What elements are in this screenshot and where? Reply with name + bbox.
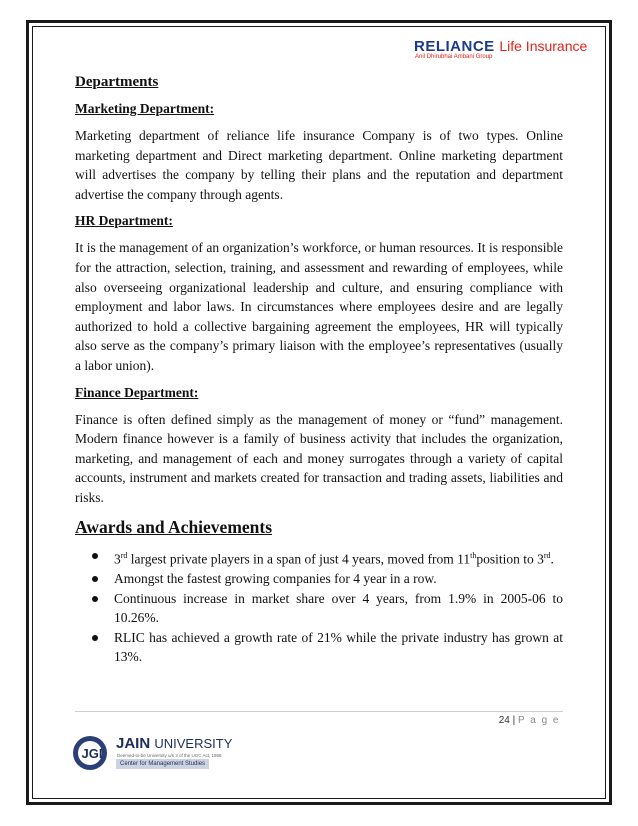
jain-university-logo — [70, 733, 250, 773]
bullet-icon — [92, 635, 98, 641]
section-title-departments: Departments — [75, 74, 159, 90]
reliance-logo — [414, 38, 588, 70]
page-content — [75, 74, 563, 667]
reliance-logo-group: Anil Dhirubhai Ambani Group — [415, 54, 493, 60]
jain-logo-university: UNIVERSITY — [154, 736, 233, 751]
jgi-logo-icon — [70, 733, 114, 773]
reliance-logo-product: Life Insurance — [499, 38, 588, 54]
paragraph-hr: It is the management of an organization’s workforce, or human resources. It is responsible for the attraction, selection, training, and assessment and rewarding of employees, while also overseeing organizational leadership and culture, and ensuring compliance with employment and labor laws. In circumstances where employees desire and are legally authorized to hold a collective bargaining agreement the employees, HR will typically also serve as the company’s primary liaison with the employee’s representatives (usually a labor union). — [75, 240, 563, 373]
list-item: Continuous increase in market share over 4 years, from 1.9% in 2005-06 to 10.26%. — [75, 589, 563, 627]
bullet-icon — [92, 596, 98, 602]
bullet-icon — [92, 576, 98, 582]
paragraph-finance: Finance is often defined simply as the management of money or “fund” management. Modern finance however is a family of business activity that includes the organization, marketing, and management of each and money surrogates through a variety of capital accounts, instrument and markets created for transaction and trading assets, liabilities and risks. — [75, 411, 563, 505]
list-item: 3rd largest private players in a span of just 4 years, moved from 11thposition to 3rd. — [75, 546, 563, 569]
jain-logo-tagline: Deemed-to-be University u/s 3 of the UGC Act, 1956 — [117, 753, 222, 758]
page-number: 24 | P a g e — [498, 715, 560, 726]
footer-divider — [75, 711, 563, 712]
jain-logo-center: Center for Management Studies — [116, 759, 209, 769]
reliance-logo-brand: RELIANCE — [414, 38, 495, 55]
subheading-finance: Finance Department: — [75, 384, 199, 400]
list-item: RLIC has achieved a growth rate of 21% while the private industry has grown at 13%. — [75, 628, 563, 666]
subheading-marketing: Marketing Department: — [75, 101, 215, 116]
section-title-awards: Awards and Achievements — [75, 516, 273, 537]
list-item: Amongst the fastest growing companies for 4 year in a row. — [75, 569, 563, 588]
bullet-icon — [92, 553, 98, 559]
awards-list — [75, 546, 563, 667]
paragraph-marketing: Marketing department of reliance life insurance Company is of two types. Online marketing department and Direct marketing department. Online marketing department will advertises the company by telling their plans and the reputation and department advertise the company through agents. — [75, 128, 563, 202]
jain-logo-name: JAIN — [116, 735, 151, 752]
subheading-hr: HR Department: — [75, 213, 173, 229]
svg-text:JGI: JGI — [81, 746, 103, 761]
